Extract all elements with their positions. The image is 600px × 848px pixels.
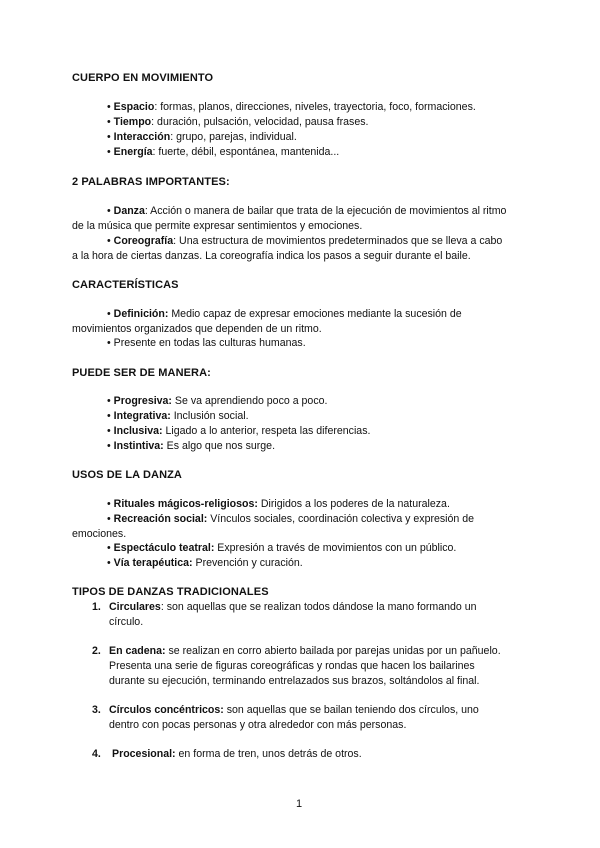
list-item-inclusiva: • Inclusiva: Ligado a lo anterior, respeta las diferencias. xyxy=(107,425,371,437)
paragraph-coreografia-line2: a la hora de ciertas danzas. La coreografía indica los pasos a seguir durante el baile. xyxy=(72,250,471,262)
heading-puede-ser-de-manera: PUEDE SER DE MANERA: xyxy=(72,367,211,379)
numbered-item-circulares-line2: círculo. xyxy=(109,616,144,628)
numbered-item-en-cadena-line3: durante su ejecución, terminando entrelazados sus brazos, soltándolos al final. xyxy=(109,675,480,687)
heading-2-palabras-importantes: 2 PALABRAS IMPORTANTES: xyxy=(72,176,230,188)
numbered-item-en-cadena-line2: Presenta una serie de figuras coreográficas y rondas que hacen los bailarines xyxy=(109,660,475,672)
paragraph-recreacion-line2: emociones. xyxy=(72,528,127,540)
list-number-1: 1. xyxy=(92,601,101,613)
heading-caracteristicas: CARACTERÍSTICAS xyxy=(72,279,179,291)
numbered-item-circulares-line1: Circulares: son aquellas que se realizan todos dándose la mano formando un xyxy=(109,601,477,613)
list-item-presente: • Presente en todas las culturas humanas. xyxy=(107,337,306,349)
list-item-interaccion: • Interacción: grupo, parejas, individual. xyxy=(107,131,297,143)
list-item-espacio: • Espacio: formas, planos, direcciones, niveles, trayectoria, foco, formaciones. xyxy=(107,101,476,113)
list-item-integrativa: • Integrativa: Inclusión social. xyxy=(107,410,249,422)
list-item-espectaculo: • Espectáculo teatral: Expresión a través de movimientos con un público. xyxy=(107,542,457,554)
page-number: 1 xyxy=(296,798,303,810)
heading-usos-de-la-danza: USOS DE LA DANZA xyxy=(72,469,182,481)
list-item-progresiva: • Progresiva: Se va aprendiendo poco a poco. xyxy=(107,395,328,407)
heading-tipos-de-danzas: TIPOS DE DANZAS TRADICIONALES xyxy=(72,586,269,598)
paragraph-definicion-line1: • Definición: Medio capaz de expresar emociones mediante la sucesión de xyxy=(107,308,462,320)
numbered-item-circulos-line2: dentro con pocas personas y otra alrededor con más personas. xyxy=(109,719,407,731)
numbered-item-procesional-line1: Procesional: en forma de tren, unos detrás de otros. xyxy=(112,748,362,760)
paragraph-danza-line1: • Danza: Acción o manera de bailar que trata de la ejecución de movimientos al ritmo xyxy=(107,205,507,217)
list-item-tiempo: • Tiempo: duración, pulsación, velocidad, pausa frases. xyxy=(107,116,369,128)
list-item-instintiva: • Instintiva: Es algo que nos surge. xyxy=(107,440,276,452)
list-number-2: 2. xyxy=(92,645,101,657)
paragraph-danza-line2: de la música que permite expresar sentimientos y emociones. xyxy=(72,220,363,232)
paragraph-recreacion-line1: • Recreación social: Vínculos sociales, coordinación colectiva y expresión de xyxy=(107,513,475,525)
list-item-energia: • Energía: fuerte, débil, espontánea, mantenida... xyxy=(107,146,340,158)
heading-cuerpo-en-movimiento: CUERPO EN MOVIMIENTO xyxy=(72,72,214,84)
list-number-4: 4. xyxy=(92,748,101,760)
numbered-item-circulos-line1: Círculos concéntricos: son aquellas que se bailan teniendo dos círculos, uno xyxy=(109,704,479,716)
list-number-3: 3. xyxy=(92,704,101,716)
paragraph-definicion-line2: movimientos organizados que dependen de un ritmo. xyxy=(72,323,322,335)
list-item-rituales: • Rituales mágicos-religiosos: Dirigidos a los poderes de la naturaleza. xyxy=(107,498,450,510)
numbered-item-en-cadena-line1: En cadena: se realizan en corro abierto bailada por parejas unidas por un pañuelo. xyxy=(109,645,501,657)
paragraph-coreografia-line1: • Coreografía: Una estructura de movimientos predeterminados que se lleva a cabo xyxy=(107,235,503,247)
list-item-via-terapeutica: • Vía terapéutica: Prevención y curación. xyxy=(107,557,303,569)
